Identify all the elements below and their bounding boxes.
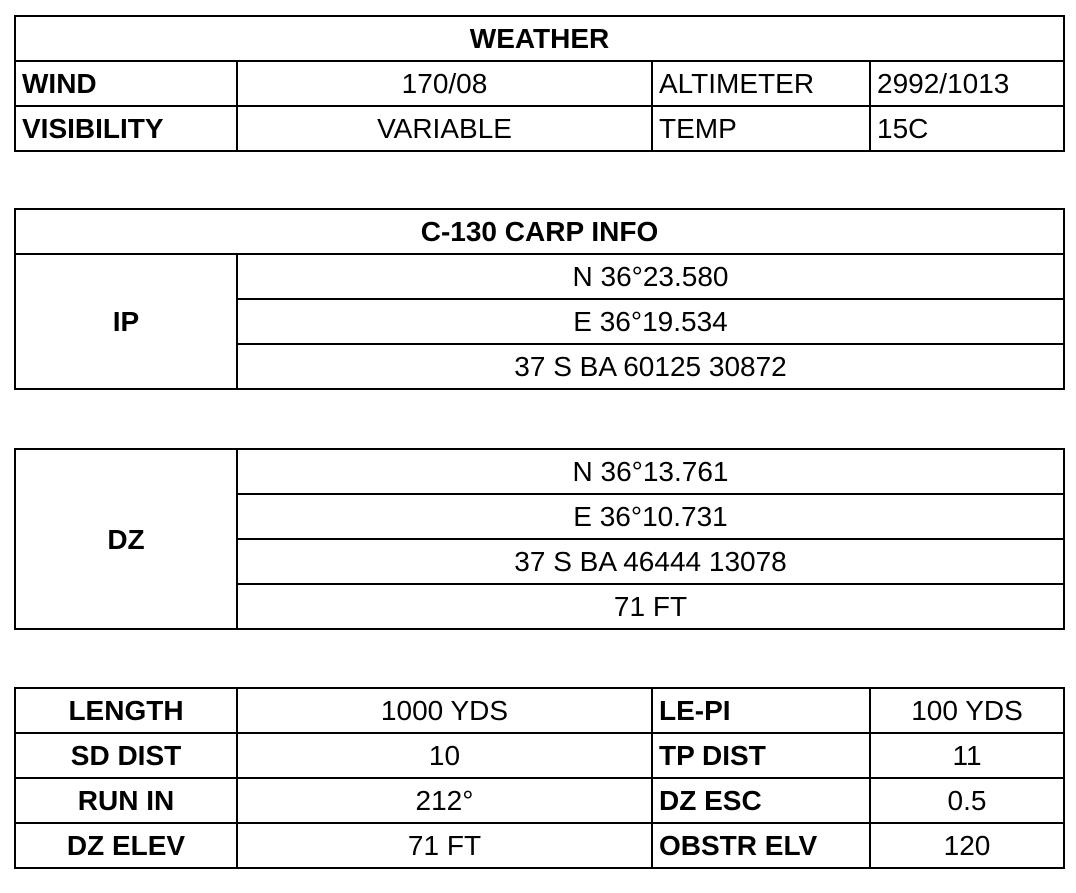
table-row xyxy=(15,778,1064,823)
sd-dist-value: 10 xyxy=(237,733,652,778)
dz-elev-label: DZ ELEV xyxy=(15,823,237,868)
weather-table xyxy=(14,15,1065,152)
le-pi-label: LE-PI xyxy=(652,688,870,733)
weather-title: WEATHER xyxy=(15,16,1064,61)
altimeter-value: 2992/1013 xyxy=(870,61,1064,106)
visibility-label: VISIBILITY xyxy=(15,106,237,151)
temp-value: 15C xyxy=(870,106,1064,151)
obstr-elv-label: OBSTR ELV xyxy=(652,823,870,868)
dz-elev-value: 71 FT xyxy=(237,823,652,868)
table-row xyxy=(15,449,1064,494)
run-in-label: RUN IN xyxy=(15,778,237,823)
altimeter-label: ALTIMETER xyxy=(652,61,870,106)
dz-latitude: N 36°13.761 xyxy=(237,449,1064,494)
length-label: LENGTH xyxy=(15,688,237,733)
wind-label: WIND xyxy=(15,61,237,106)
table-row xyxy=(15,688,1064,733)
ip-latitude: N 36°23.580 xyxy=(237,254,1064,299)
table-row xyxy=(15,254,1064,299)
visibility-value: VARIABLE xyxy=(237,106,652,151)
dz-mgrs: 37 S BA 46444 13078 xyxy=(237,539,1064,584)
tp-dist-label: TP DIST xyxy=(652,733,870,778)
dz-esc-value: 0.5 xyxy=(870,778,1064,823)
obstr-elv-value: 120 xyxy=(870,823,1064,868)
table-row xyxy=(15,61,1064,106)
dz-dimensions-table xyxy=(14,687,1065,869)
carp-info-table xyxy=(14,208,1065,390)
dz-label: DZ xyxy=(15,449,237,629)
dz-table xyxy=(14,448,1065,630)
length-value: 1000 YDS xyxy=(237,688,652,733)
dz-esc-label: DZ ESC xyxy=(652,778,870,823)
table-row xyxy=(15,733,1064,778)
temp-label: TEMP xyxy=(652,106,870,151)
sd-dist-label: SD DIST xyxy=(15,733,237,778)
tp-dist-value: 11 xyxy=(870,733,1064,778)
ip-longitude: E 36°19.534 xyxy=(237,299,1064,344)
run-in-value: 212° xyxy=(237,778,652,823)
le-pi-value: 100 YDS xyxy=(870,688,1064,733)
ip-mgrs: 37 S BA 60125 30872 xyxy=(237,344,1064,389)
ip-label: IP xyxy=(15,254,237,389)
wind-value: 170/08 xyxy=(237,61,652,106)
table-row xyxy=(15,823,1064,868)
dz-elevation: 71 FT xyxy=(237,584,1064,629)
dz-longitude: E 36°10.731 xyxy=(237,494,1064,539)
carp-title: C-130 CARP INFO xyxy=(15,209,1064,254)
table-row xyxy=(15,106,1064,151)
